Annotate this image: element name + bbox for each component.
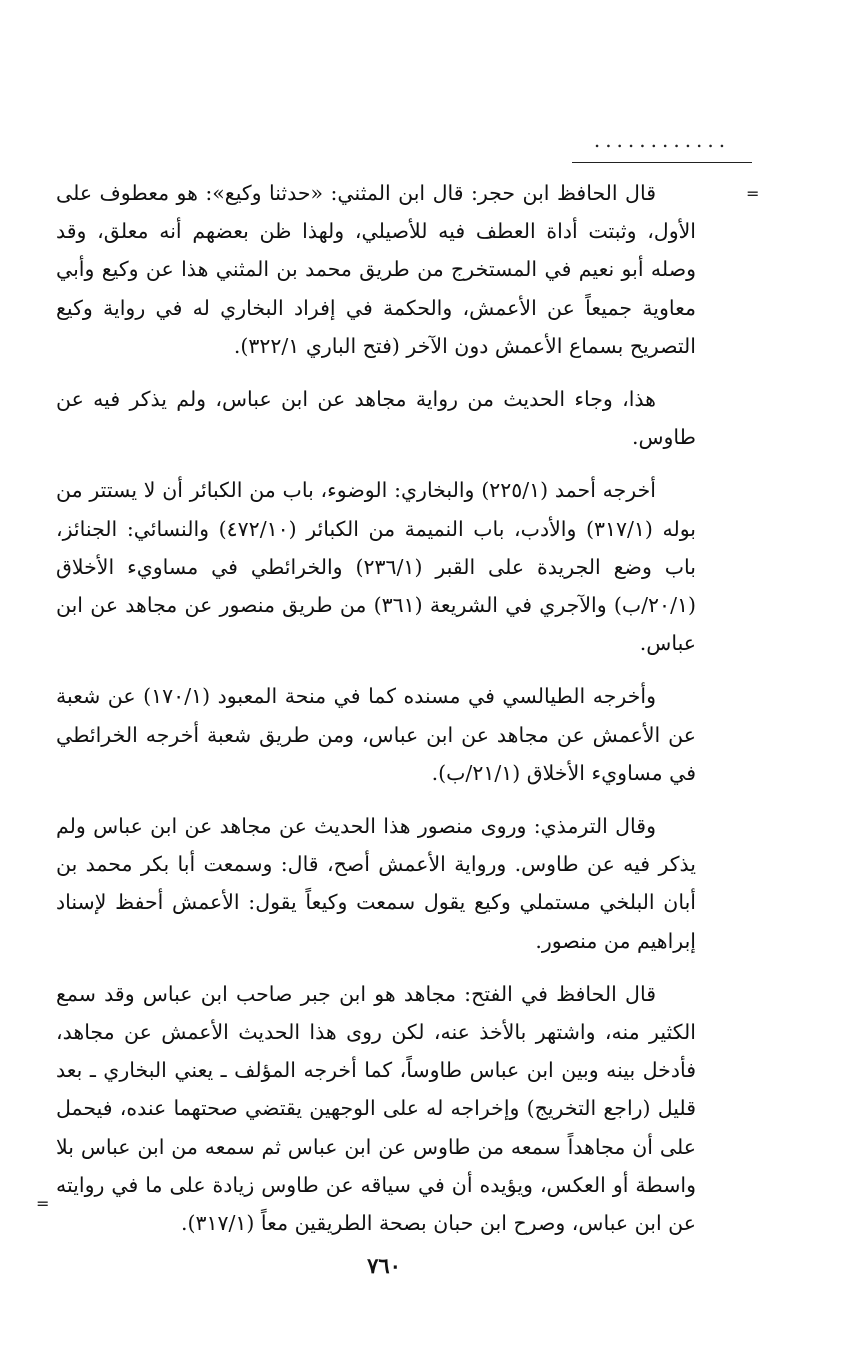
footnote-separator-rule <box>572 162 752 163</box>
footnote-continuation-dots: ............ <box>593 128 731 152</box>
paragraph-mujahid-narration: هذا، وجاء الحديث من رواية مجاهد عن ابن عباس، ولم يذكر فيه عن طاوس. <box>56 387 696 450</box>
footnote-body <box>56 174 696 1257</box>
paragraph-fath-quote: قال الحافظ في الفتح: مجاهد هو ابن جبر صاحب ابن عباس وقد سمع الكثير منه، واشتهر بالأخذ عنه، لكن روى هذا الحديث الأعمش عن مجاهد، فأدخل بينه وبين ابن عباس طاوساً، كما أخرجه المؤلف ـ يعني البخاري ـ بعد قليل (راجع التخريج) وإخراجه له على الوجهين يقتضي صحتهما عنده، فيحمل على أن مجاهداً سمعه من طاوس عن ابن عباس ثم سمعه من ابن عباس بلا واسطة أو العكس، ويؤيده أن في سياقه عن طاوس زيادة على ما في روايته عن ابن عباس، وصرح ابن حبان بصحة الطريقين معاً (٣١٧/١). <box>56 981 696 1236</box>
page-number: ٧٦٠ <box>367 1253 401 1278</box>
continuation-mark-top: = <box>746 184 760 203</box>
paragraph-ibn-hajar-quote: قال الحافظ ابن حجر: قال ابن المثني: «حدثنا وكيع»: هو معطوف على الأول، وثبتت أداة العطف فيه للأصيلي، ولهذا ظن بعضهم أنه معلق، وقد وصله أبو نعيم في المستخرج من طريق محمد بن المثني هذا عن وكيع وأبي معاوية جميعاً عن الأعمش، والحكمة في إفراد البخاري له في رواية وكيع التصريح بسماع الأعمش دون الآخر (فتح الباري ٣٢٢/١). <box>56 181 696 358</box>
paragraph-takhrij-tayalisi: وأخرجه الطيالسي في مسنده كما في منحة المعبود (١٧٠/١) عن شعبة عن الأعمش عن مجاهد عن ابن عباس، ومن طريق شعبة أخرجه الخرائطي في مساويء الأخلاق (٢١/١/ب). <box>56 684 696 785</box>
paragraph-takhrij-ahmad: أخرجه أحمد (٢٢٥/١) والبخاري: الوضوء، باب من الكبائر أن لا يستتر من بوله (٣١٧/١) والأدب، باب النميمة من الكبائر (٤٧٢/١٠) والنسائي: الجنائز، باب وضع الجريدة على القبر (٢٣٦/١) والخرائطي في مساويء الأخلاق (٢٠/١/ب) والآجري في الشريعة (٣٦١) من طريق منصور عن مجاهد عن ابن عباس. <box>56 478 697 656</box>
continuation-mark-bottom: = <box>36 1194 50 1213</box>
paragraph-tirmidhi-quote: وقال الترمذي: وروى منصور هذا الحديث عن مجاهد عن ابن عباس ولم يذكر فيه عن طاوس. ورواية الأعمش أصح، قال: وسمعت أبا بكر محمد بن أبان البلخي مستملي وكيع يقول سمعت وكيعاً يقول: الأعمش أحفظ لإسناد إبراهيم من منصور. <box>56 814 696 953</box>
